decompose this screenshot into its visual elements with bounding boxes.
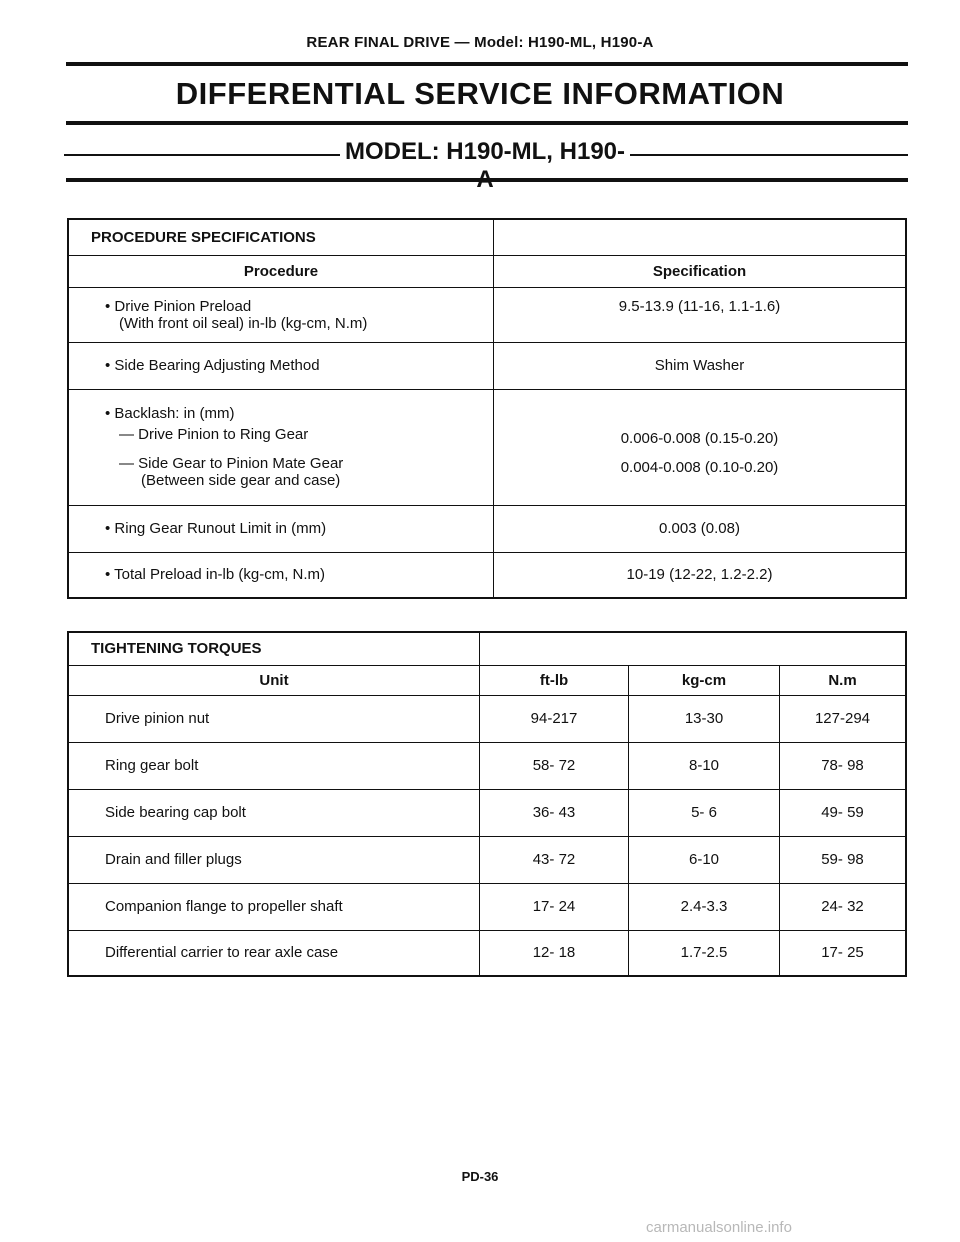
kgcm-cell: 2.4-3.3	[629, 883, 780, 930]
table-row	[68, 836, 906, 883]
table-row	[68, 287, 906, 342]
unit-column-header: Unit	[68, 665, 480, 695]
header-rule	[66, 62, 908, 66]
page-header: REAR FINAL DRIVE — Model: H190-ML, H190-A	[306, 34, 654, 51]
title-rule	[66, 121, 908, 125]
procedure-cell	[68, 287, 494, 342]
procedure-cell: • Side Bearing Adjusting Method	[68, 342, 494, 389]
nm-cell: 59- 98	[780, 836, 907, 883]
nm-column-header: N.m	[780, 665, 907, 695]
kgcm-column-header: kg-cm	[629, 665, 780, 695]
procedure-cell: • Ring Gear Runout Limit in (mm)	[68, 505, 494, 552]
page-title: DIFFERENTIAL SERVICE INFORMATION	[175, 76, 785, 111]
table-row	[68, 552, 906, 598]
procedure-note: (Between side gear and case)	[141, 472, 341, 489]
specification-value: 0.004-0.008 (0.10-0.20)	[620, 459, 779, 476]
tightening-torques-table	[67, 631, 907, 977]
ftlb-cell: 43- 72	[480, 836, 629, 883]
nm-cell: 24- 32	[780, 883, 907, 930]
ftlb-column-header: ft-lb	[480, 665, 629, 695]
kgcm-cell: 8-10	[629, 742, 780, 789]
table-row	[68, 742, 906, 789]
procedure-text: • Backlash: in (mm)	[105, 405, 235, 422]
procedure-cell	[68, 389, 494, 505]
unit-cell: Ring gear bolt	[68, 742, 480, 789]
unit-cell: Differential carrier to rear axle case	[68, 930, 480, 976]
specification-cell: 0.003 (0.08)	[494, 505, 907, 552]
table-row	[68, 342, 906, 389]
procedure-note: (With front oil seal) in-lb (kg-cm, N.m)	[119, 314, 368, 332]
torque-section-blank	[480, 632, 907, 665]
specification-cell: 9.5-13.9 (11-16, 1.1-1.6)	[494, 287, 907, 342]
nm-cell: 78- 98	[780, 742, 907, 789]
model-heading	[64, 138, 908, 193]
table-row	[68, 389, 906, 505]
kgcm-cell: 1.7-2.5	[629, 930, 780, 976]
watermark: carmanualsonline.info	[646, 1219, 792, 1236]
model-label: MODEL: H190-ML, H190-A	[340, 138, 630, 194]
specification-value: 0.006-0.008 (0.15-0.20)	[620, 430, 779, 447]
procedure-text: • Drive Pinion Preload	[105, 297, 252, 315]
unit-cell: Drive pinion nut	[68, 695, 480, 742]
kgcm-cell: 5- 6	[629, 789, 780, 836]
model-rule-right	[624, 154, 908, 156]
procedure-subitem: — Drive Pinion to Ring Gear	[119, 426, 309, 443]
nm-cell: 127-294	[780, 695, 907, 742]
model-rule-left	[64, 154, 344, 156]
table-row	[68, 695, 906, 742]
specification-cell	[494, 389, 907, 505]
nm-cell: 49- 59	[780, 789, 907, 836]
specification-column-header: Specification	[494, 255, 907, 287]
ftlb-cell: 17- 24	[480, 883, 629, 930]
ftlb-cell: 36- 43	[480, 789, 629, 836]
unit-cell: Side bearing cap bolt	[68, 789, 480, 836]
ftlb-cell: 12- 18	[480, 930, 629, 976]
specification-cell: 10-19 (12-22, 1.2-2.2)	[494, 552, 907, 598]
table-row	[68, 789, 906, 836]
table-row	[68, 930, 906, 976]
ftlb-cell: 58- 72	[480, 742, 629, 789]
ftlb-cell: 94-217	[480, 695, 629, 742]
procedure-section-blank	[494, 219, 907, 255]
unit-cell: Drain and filler plugs	[68, 836, 480, 883]
procedure-cell: • Total Preload in-lb (kg-cm, N.m)	[68, 552, 494, 598]
kgcm-cell: 13-30	[629, 695, 780, 742]
nm-cell: 17- 25	[780, 930, 907, 976]
model-rule	[66, 178, 908, 182]
unit-cell: Companion flange to propeller shaft	[68, 883, 480, 930]
page-number: PD-36	[461, 1169, 499, 1184]
procedure-column-header: Procedure	[68, 255, 494, 287]
specification-cell: Shim Washer	[494, 342, 907, 389]
procedure-specifications-table	[67, 218, 907, 599]
torque-section-label: TIGHTENING TORQUES	[68, 632, 480, 665]
table-row	[68, 883, 906, 930]
procedure-section-label: PROCEDURE SPECIFICATIONS	[68, 219, 494, 255]
table-row	[68, 505, 906, 552]
kgcm-cell: 6-10	[629, 836, 780, 883]
procedure-subitem: — Side Gear to Pinion Mate Gear	[119, 455, 344, 472]
